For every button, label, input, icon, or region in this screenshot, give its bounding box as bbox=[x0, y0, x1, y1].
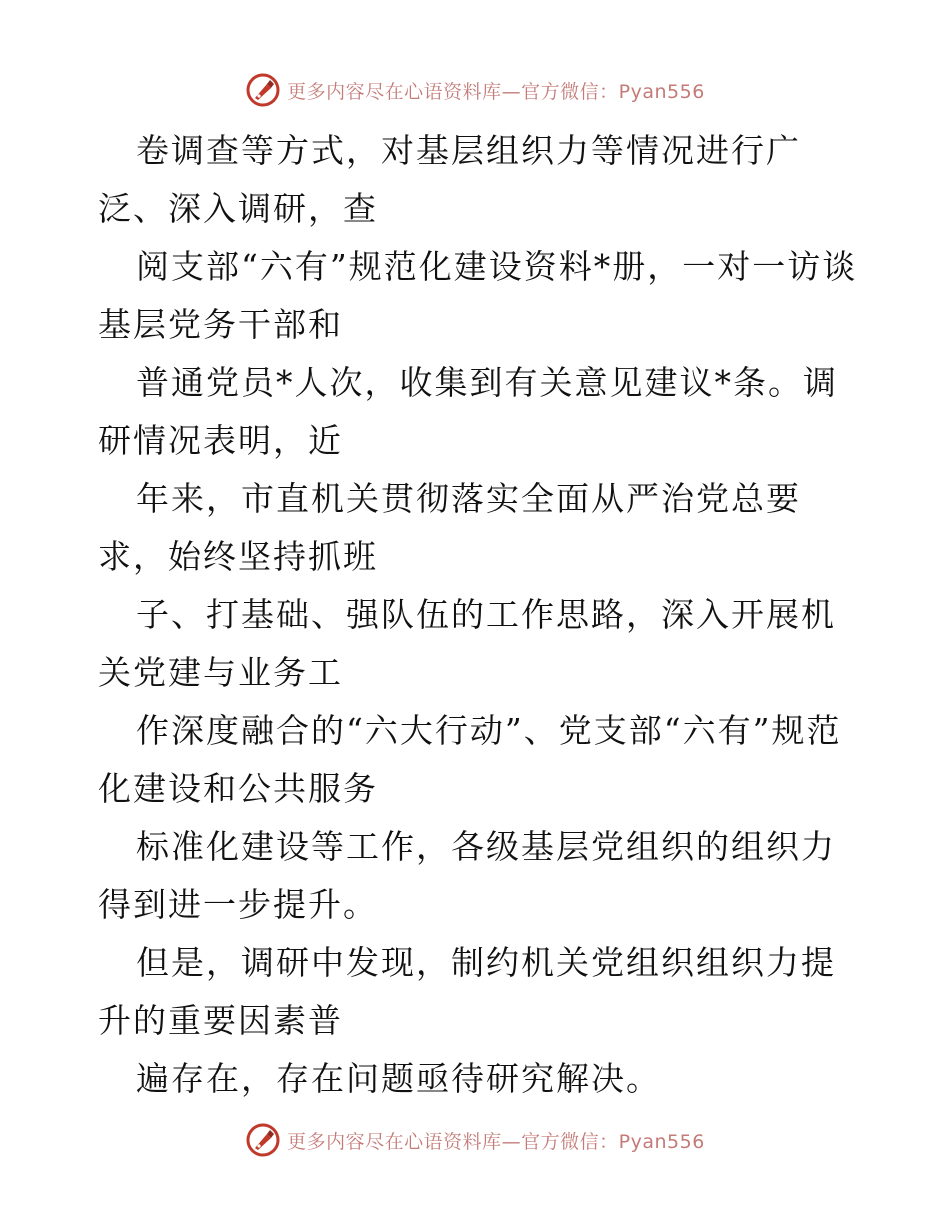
paragraph-2: 阅支部“六有”规范化建设资料*册，一对一访谈基层党务干部和 bbox=[98, 247, 858, 344]
header-banner-text: 更多内容尽在心语资料库—官方微信：Pyan556 bbox=[287, 80, 705, 103]
document-body bbox=[98, 122, 858, 1108]
paragraph-4: 年来，市直机关贯彻落实全面从严治党总要求，始终坚持抓班 bbox=[98, 479, 801, 576]
paragraph-3: 普通党员*人次，收集到有关意见建议*条。调研情况表明，近 bbox=[98, 363, 838, 460]
paragraph-8: 但是，调研中发现，制约机关党组织组织力提升的重要因素普 bbox=[98, 943, 836, 1040]
paragraph-1: 卷调查等方式，对基层组织力等情况进行广泛、深入调研，查 bbox=[98, 131, 801, 228]
pen-nib-logo-icon bbox=[245, 72, 281, 108]
header-banner bbox=[0, 70, 950, 110]
footer-banner-text: 更多内容尽在心语资料库—官方微信：Pyan556 bbox=[287, 1130, 705, 1153]
paragraph-5: 子、打基础、强队伍的工作思路，深入开展机关党建与业务工 bbox=[98, 595, 836, 692]
paragraph-6: 作深度融合的“六大行动”、党支部“六有”规范化建设和公共服务 bbox=[98, 711, 842, 808]
paragraph-9: 遍存在，存在问题亟待研究解决。 bbox=[136, 1059, 661, 1098]
pen-nib-logo-icon bbox=[245, 1122, 281, 1158]
footer-banner bbox=[0, 1120, 950, 1160]
paragraph-7: 标准化建设等工作，各级基层党组织的组织力得到进一步提升。 bbox=[98, 827, 836, 924]
